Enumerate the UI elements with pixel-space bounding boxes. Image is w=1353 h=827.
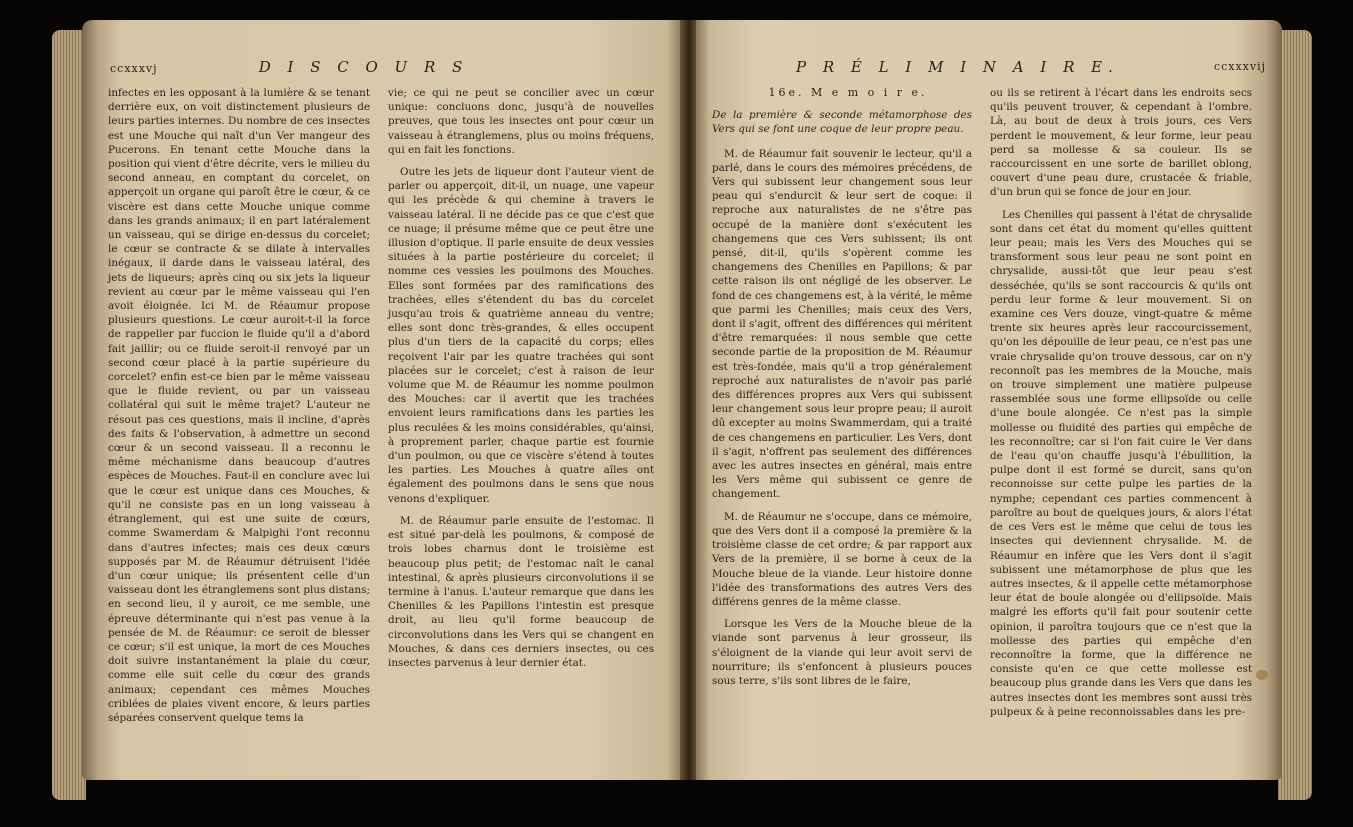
left-running-title: D I S C O U R S — [258, 58, 469, 76]
right-page-number: ccxxxvij — [1213, 60, 1266, 73]
right-running-head — [796, 58, 1266, 76]
paragraph: Les Chenilles qui passent à l'état de chrysalide sont dans cet état du moment qu'elles quittent leur peau; mais les Vers des Mouches qui se transforment sous leur peau ne sont point en chrysalide, aussi-tôt que leur peau s'est desséchée, qu'ils se sont raccourcis & qu'ils ont perdu leur forme & leur mouvement. Si on examine ces Vers douze, vingt-quatre & même trente six heures après leur raccourcissement, qu'on les dépouille de leur peau, ce n'est pas une vraie chrysalide qu'on trouve dessous, car on n'y reconnoît pas les membres de la Mouche, mais on trouve simplement une matière pulpeuse rassemblée sous une forme ellipsoïde ou celle d'une boule alongée. Ce n'est pas la simple mollesse ou fluidité des parties qui empêche de les reconnoître; car si l'on fait cuire le Ver dans de l'eau qu'on chauffe jusqu'à l'ébullition, la pulpe dont il est formé se durcit, sans qu'on reconnoisse sur cette pulpe les parties de la nymphe; cependant ces parties commencent à paroître au bout de quelques jours, & alors l'état de ces Vers est le même que celui de tous les insectes qui deviennent chrysalide. M. de Réaumur en infère que les Vers dont il s'agit subissent une métamorphose de plus que les autres insectes, & il appelle cette métamorphose leur état de boule alongée ou d'ellipsoïde. Mais malgré les efforts qu'il fait pour soutenir cette opinion, il paroîtra toujours que ce n'est que la mollesse des parties qui empêche d'en reconnoître la forme, que la différence ne consiste qu'en ce que cette mollesse est beaucoup plus grande dans les Vers que dans les autres insectes dont les membres sont aussi très pulpeux & à peine reconnoissables dans les pre- — [990, 208, 1252, 718]
left-page-edges — [52, 30, 86, 800]
right-column-2 — [990, 86, 1252, 727]
left-page — [82, 20, 682, 780]
right-column-1 — [712, 86, 972, 696]
right-running-title: P R É L I M I N A I R E. — [796, 58, 1119, 76]
memoir-subtitle: De la première & seconde métamorphose des Vers qui se font une coque de leur propre peau. — [712, 109, 972, 136]
left-running-head — [110, 58, 670, 76]
paragraph: M. de Réaumur fait souvenir le lecteur, qu'il a parlé, dans le cours des mémoires précédens, de Vers qui subissent leur changement sous leur peau qui s'endurcit & leur sert de coque: il reproche aux naturalistes de ne s'être pas occupé de la manière dont s'exécutent les changemens que ces Vers subissent; ils ont pensé, dit-il, qu'ils s'opèrent comme les changemens des Chenilles en Papillons; & par cette raison ils ont négligé de les observer. Le fond de ces changemens est, à la vérité, le même que parmi les Chenilles; mais ceux des Vers, dont il s'agit, offrent des différences qui méritent d'être remarquées: il nous semble que cette seconde partie de la proposition de M. Réaumur est très-fondée, mais qu'il a trop généralement reproché aux naturalistes de n'avoir pas parlé des différences propres aux Vers qui subissent leur changement sous leur propre peau; il auroit dû excepter au moins Swammerdam, qui a traité de ces changemens en particulier. Les Vers, dont il s'agit, n'offrent pas seulement des différences avec les autres insectes en général, mais entre les Vers même qui subissent ce genre de changement. — [712, 147, 972, 501]
open-book — [52, 20, 1312, 808]
paragraph: M. de Réaumur ne s'occupe, dans ce mémoire, que des Vers dont il a composé la première & la troisième classe de cet ordre; & par rapport aux Vers de la première, il se borne à ceux de la Mouche bleue de la viande. Leur histoire donne l'idée des transformations des autres Vers des différens genres de la même classe. — [712, 510, 972, 608]
right-page-edges — [1278, 30, 1312, 800]
right-page — [696, 20, 1282, 780]
paragraph: vie; ce qui ne peut se concilier avec un cœur unique: concluons donc, jusqu'à de nouvelles preuves, que tous les insectes ont pour cœur un vaisseau à étranglemens, plus ou moins fréquens, qui en fait les fonctions. — [388, 87, 654, 156]
paragraph: infectes en les opposant à la lumière & se tenant derrière eux, on voit distinctement plusieurs de leurs parties internes. Du nombre de ces insectes est une Mouche qui naît d'un Ver mangeur des Pucerons. En tenant cette Mouche dans la position qui vient d'être décrite, vers le milieu du second anneau, en comptant du corcelet, on apperçoit un organe qui paroît être le cœur, & ce viscère est dans cette Mouche unique comme dans les grands animaux; il en part latéralement un vaisseau, qui se dirige en-dessus du corcelet; le cœur se contracte & se dilate à intervalles inégaux, il darde dans le vaisseau latéral, des jets de liqueurs; après cinq ou six jets la liqueur revient au cœur par le même vaisseau qui l'en avoit éloignée. Ici M. de Réaumur propose plusieurs questions. Le cœur auroit-t-il la force de rappeller par fuccion le fluide qu'il a d'abord fait jaillir; ou ce fluide seroit-il renvoyé par un second cœur placé à la partie supérieure du corcelet? enfin est-ce bien par le même vaisseau que le fluide revient, ou par un vaisseau collatéral qui suit le même trajet? L'auteur ne résout pas ces questions, mais il incline, d'après des faits & l'observation, à admettre un second cœur & un second vaisseau. Il a reconnu le même méchanisme dans beaucoup d'autres espèces de Mouches. Faut-il en conclure avec lui que le cœur est unique dans ces Mouches, & qu'il ne consiste pas en un long vaisseau à étranglement, qui est une suite de cœurs, comme Swamerdam & Malpighi l'ont reconnu dans d'autres infectes; mais ces deux cœurs supposés par M. de Réaumur détruisent l'idée d'un cœur unique; ils présentent celle d'un vaisseau dont les étranglemens sont plus distans; en second lieu, il y auroit, ce me semble, une épreuve déterminante qui n'est pas venue à la pensée de M. de Réaumur: ce seroit de blesser ce cœur; s'il est unique, la mort de ces Mouches doit suivre instantanément la plaie du cœur, comme elle suit celle du cœur des grands animaux; cependant ces mêmes Mouches criblées de plaies vivent encore, & leurs parties séparées conservent quelque tems la — [108, 87, 370, 724]
left-column-2 — [388, 86, 654, 678]
paragraph: M. de Réaumur parle ensuite de l'estomac. Il est situé par-delà les poulmons, & composé de trois lobes charnus dont le troisième est beaucoup plus petit; de l'estomac naît le canal intestinal, & après plusieurs circonvolutions il se termine à l'anus. L'auteur remarque que dans les Chenilles & les Papillons l'intestin est presque droit, au lieu qu'il forme beaucoup de circonvolutions dans les Vers qui se changent en Mouches, & dans ces derniers insectes, ou ces insectes parvenus à leur dernier état. — [388, 514, 654, 669]
foxing-stain — [1256, 670, 1268, 680]
memoir-heading: 16e. M e m o i r e. — [768, 86, 928, 99]
paragraph: Lorsque les Vers de la Mouche bleue de la viande sont parvenus à leur grosseur, ils s'éloignent de la viande qui leur avoit servi de nourriture; ils s'enfoncent à plusieurs pouces sous terre, s'ils sont libres de le faire, — [712, 618, 972, 687]
left-page-number: ccxxxvj — [110, 62, 158, 75]
left-column-1 — [108, 86, 370, 733]
paragraph: Outre les jets de liqueur dont l'auteur vient de parler ou apperçoit, dit-il, un nuage, une vapeur qui les précède & qui chemine à travers le vaisseau latéral. Il ne décide pas ce que c'est que ce nuage; il présume même que ce peut être une illusion d'optique. Il parle ensuite de deux vessies situées à la partie postérieure du corcelet; il nomme ces vessies les poulmons des Mouches. Elles sont formées par des ramifications des trachées, elles s'étendent du bas du corcelet jusqu'au trois & quatrième anneau du ventre; elles sont donc très-grandes, & elles occupent plus d'un tiers de la capacité du corps; elles reçoivent l'air par les quatre trachées qui sont placées sur le corcelet; c'est à raison de leur volume que M. de Réaumur les nomme poulmon des Mouches: car il avertit que les trachées envoient leurs ramifications dans les parties les plus reculées & les moins considérables, qu'ainsi, à proprement parler, chaque partie est fournie d'un poulmon, ou que ce viscère s'étend à toutes les parties. Les Mouches à quatre aîles ont également des poulmons dans le sens que nous venons d'expliquer. — [388, 166, 654, 505]
paragraph: ou ils se retirent à l'écart dans les endroits secs qu'ils peuvent trouver, & cependant à l'ombre. Là, au bout de deux à trois jours, ces Vers perdent le mouvement, & leur forme, leur peau perd sa mollesse & sa couleur. Ils se raccourcissent en une sorte de barillet oblong, couvert d'une peau dure, crustacée & friable, d'un brun qui se fonce de jour en jour. — [990, 87, 1252, 199]
